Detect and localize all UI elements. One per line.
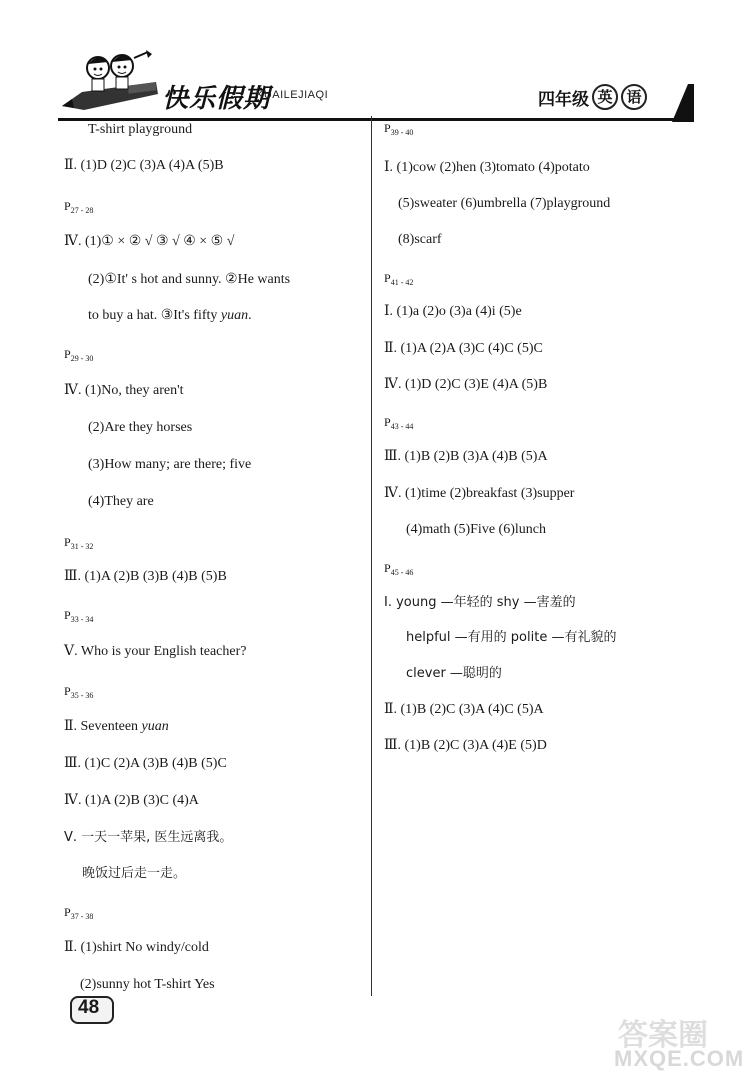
answer-line: helpful —有用的 polite —有礼貌的 bbox=[406, 630, 617, 645]
answer-line: (5)sweater (6)umbrella (7)playground bbox=[398, 196, 611, 211]
answer-line: Ⅱ. (1)D (2)C (3)A (4)A (5)B bbox=[64, 158, 224, 173]
answer-line: (2)sunny hot T-shirt Yes bbox=[80, 977, 215, 992]
answer-line: Ⅲ. (1)A (2)B (3)B (4)B (5)B bbox=[64, 569, 227, 584]
watermark-logo: 答案圈 bbox=[618, 1018, 708, 1053]
answer-line: Ⅰ. (1)cow (2)hen (3)tomato (4)potato bbox=[384, 160, 590, 175]
site-watermark bbox=[610, 1010, 750, 1076]
answer-line: Ⅴ. 一天一苹果, 医生远离我。 bbox=[64, 830, 233, 845]
page-reference: $P_{29 - 30}$ bbox=[64, 347, 94, 363]
page-reference: $P_{39 - 40}$ bbox=[384, 121, 414, 137]
answer-line: Ⅳ. (1)time (2)breakfast (3)supper bbox=[384, 486, 575, 501]
grade-subject bbox=[538, 84, 647, 110]
answer-line: Ⅳ. (1)A (2)B (3)C (4)A bbox=[64, 793, 199, 808]
page-reference: $P_{27 - 28}$ bbox=[64, 199, 94, 215]
kids-on-pencil-logo-icon bbox=[58, 48, 162, 118]
answer-line: Ⅳ. (1)① × ② √ ③ √ ④ × ⑤ √ bbox=[64, 234, 235, 249]
answer-line: (3)How many; are there; five bbox=[88, 457, 252, 472]
answer-line: Ⅱ. (1)B (2)C (3)A (4)C (5)A bbox=[384, 702, 544, 717]
answer-line: T-shirt playground bbox=[88, 122, 193, 137]
answer-line: Ⅲ. (1)B (2)B (3)A (4)B (5)A bbox=[384, 449, 548, 464]
answer-line: Ⅱ. (1)shirt No windy/cold bbox=[64, 940, 209, 955]
grade-label: 四年级 bbox=[538, 89, 589, 110]
page-reference: $P_{31 - 32}$ bbox=[64, 535, 94, 551]
brand-title: 快乐假期 bbox=[162, 84, 271, 114]
page-reference: $P_{45 - 46}$ bbox=[384, 561, 414, 577]
subject-char-2: 语 bbox=[621, 84, 647, 110]
page-reference: $P_{35 - 36}$ bbox=[64, 684, 94, 700]
column-divider bbox=[371, 116, 372, 996]
page-number: 48 bbox=[78, 997, 100, 1018]
subject-char-1: 英 bbox=[592, 84, 618, 110]
answer-line: Ⅱ. Seventeen yuan bbox=[64, 719, 169, 734]
answer-line: 晚饭过后走一走。 bbox=[82, 866, 187, 881]
answer-line: Ⅳ. (1)D (2)C (3)E (4)A (5)B bbox=[384, 377, 548, 392]
page-reference: $P_{41 - 42}$ bbox=[384, 271, 414, 287]
answer-line: Ⅱ. (1)A (2)A (3)C (4)C (5)C bbox=[384, 341, 543, 356]
answer-line: (2)Are they horses bbox=[88, 420, 193, 435]
page-reference: $P_{37 - 38}$ bbox=[64, 905, 94, 921]
brand-subtitle: KUAILEJIAQI bbox=[256, 89, 329, 101]
answer-line: to buy a hat. ③It's fifty yuan. bbox=[88, 308, 252, 323]
answer-line: (2)①It' s hot and sunny. ②He wants bbox=[88, 272, 291, 287]
page-number-badge bbox=[64, 996, 114, 1026]
page-header bbox=[58, 48, 690, 122]
answer-line: Ⅲ. (1)B (2)C (3)A (4)E (5)D bbox=[384, 738, 547, 753]
header-corner-icon bbox=[672, 84, 694, 122]
page-reference: $P_{43 - 44}$ bbox=[384, 415, 414, 431]
watermark-url: MXQE.COM bbox=[614, 1046, 745, 1071]
answer-line: (8)scarf bbox=[398, 232, 442, 247]
answer-line: Ⅳ. (1)No, they aren't bbox=[64, 383, 184, 398]
answer-line: clever —聪明的 bbox=[406, 666, 502, 681]
answer-line: (4)They are bbox=[88, 494, 154, 509]
answer-line: Ⅰ. (1)a (2)o (3)a (4)i (5)e bbox=[384, 304, 522, 319]
answer-line: Ⅴ. Who is your English teacher? bbox=[64, 644, 247, 659]
answer-line: Ⅰ. young —年轻的 shy —害羞的 bbox=[384, 595, 576, 610]
answer-line: Ⅲ. (1)C (2)A (3)B (4)B (5)C bbox=[64, 756, 227, 771]
answer-line: (4)math (5)Five (6)lunch bbox=[406, 522, 546, 537]
page-reference: $P_{33 - 34}$ bbox=[64, 608, 94, 624]
